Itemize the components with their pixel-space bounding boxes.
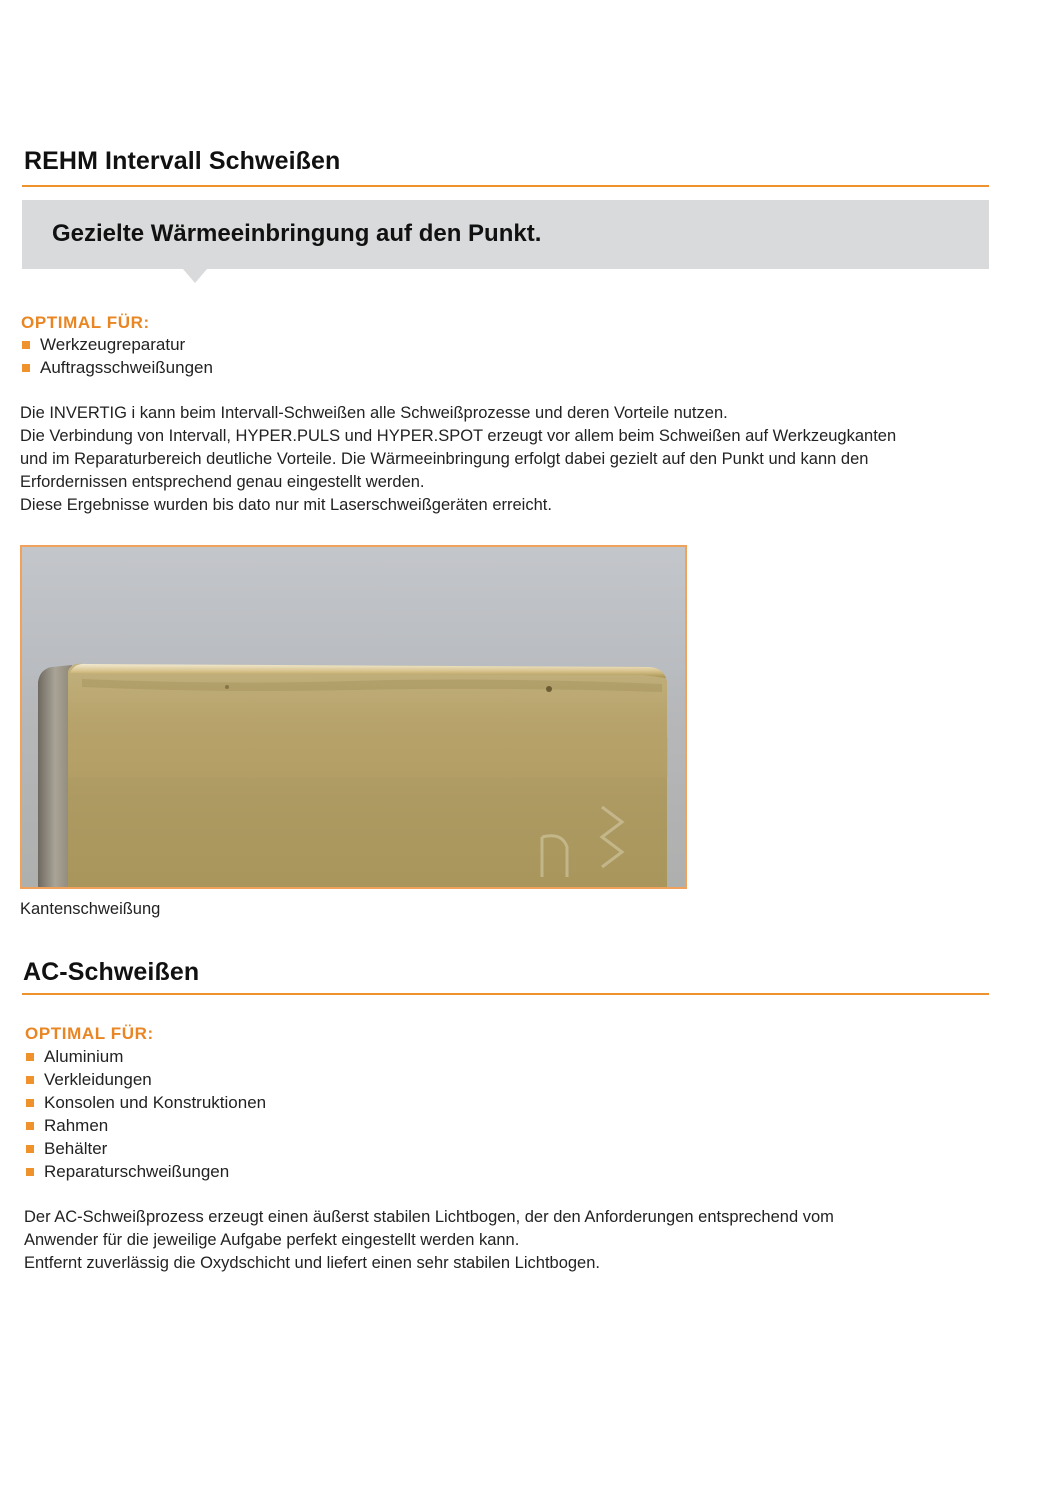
paragraph-line: Diese Ergebnisse wurden bis dato nur mit Laserschweißgeräten erreicht. [20, 496, 552, 514]
list-item: Werkzeugreparatur [21, 333, 213, 356]
bullet-list [21, 333, 213, 379]
banner [22, 200, 989, 269]
bullet-square-icon [22, 341, 30, 349]
bullet-square-icon [26, 1145, 34, 1153]
bullet-square-icon [26, 1099, 34, 1107]
bullet-list [25, 1045, 266, 1183]
body-paragraph [20, 402, 1020, 517]
photo-caption: Kantenschweißung [20, 900, 161, 918]
weld-photo [20, 545, 687, 889]
list-item: Konsolen und Konstruktionen [25, 1091, 266, 1114]
bullet-square-icon [22, 364, 30, 372]
list-item: Rahmen [25, 1114, 266, 1137]
banner-pointer [183, 269, 207, 283]
paragraph-line: Erfordernissen entsprechend genau eingestellt werden. [20, 473, 425, 491]
bullet-square-icon [26, 1168, 34, 1176]
banner-headline: Gezielte Wärmeeinbringung auf den Punkt. [52, 220, 542, 247]
list-item: Aluminium [25, 1045, 266, 1068]
bullet-square-icon [26, 1076, 34, 1084]
list-item: Verkleidungen [25, 1068, 266, 1091]
paragraph-line: Der AC-Schweißprozess erzeugt einen äußerst stabilen Lichtbogen, der den Anforderungen entsprechend vom [24, 1208, 834, 1226]
bullet-square-icon [26, 1122, 34, 1130]
body-paragraph [24, 1206, 1024, 1275]
list-item: Behälter [25, 1137, 266, 1160]
weld-photo-illustration [22, 547, 685, 887]
section-divider [22, 185, 989, 187]
paragraph-line: und im Reparaturbereich deutliche Vorteile. Die Wärmeeinbringung erfolgt dabei gezielt auf den Punkt und kann den [20, 450, 869, 468]
optimal-label: OPTIMAL FÜR: [25, 1024, 154, 1043]
section-divider [22, 993, 989, 995]
section-title-intervall: REHM Intervall Schweißen [24, 147, 341, 175]
list-item: Reparaturschweißungen [25, 1160, 266, 1183]
bullet-square-icon [26, 1053, 34, 1061]
list-item: Auftragsschweißungen [21, 356, 213, 379]
paragraph-line: Die Verbindung von Intervall, HYPER.PULS und HYPER.SPOT erzeugt vor allem beim Schweißen auf Werkzeugkanten [20, 427, 897, 445]
optimal-label: OPTIMAL FÜR: [21, 313, 150, 332]
paragraph-line: Die INVERTIG i kann beim Intervall-Schweißen alle Schweißprozesse und deren Vorteile nutzen. [20, 404, 728, 422]
paragraph-line: Anwender für die jeweilige Aufgabe perfekt eingestellt werden kann. [24, 1231, 520, 1249]
paragraph-line: Entfernt zuverlässig die Oxydschicht und liefert einen sehr stabilen Lichtbogen. [24, 1254, 600, 1272]
section-title-ac: AC-Schweißen [23, 958, 200, 986]
